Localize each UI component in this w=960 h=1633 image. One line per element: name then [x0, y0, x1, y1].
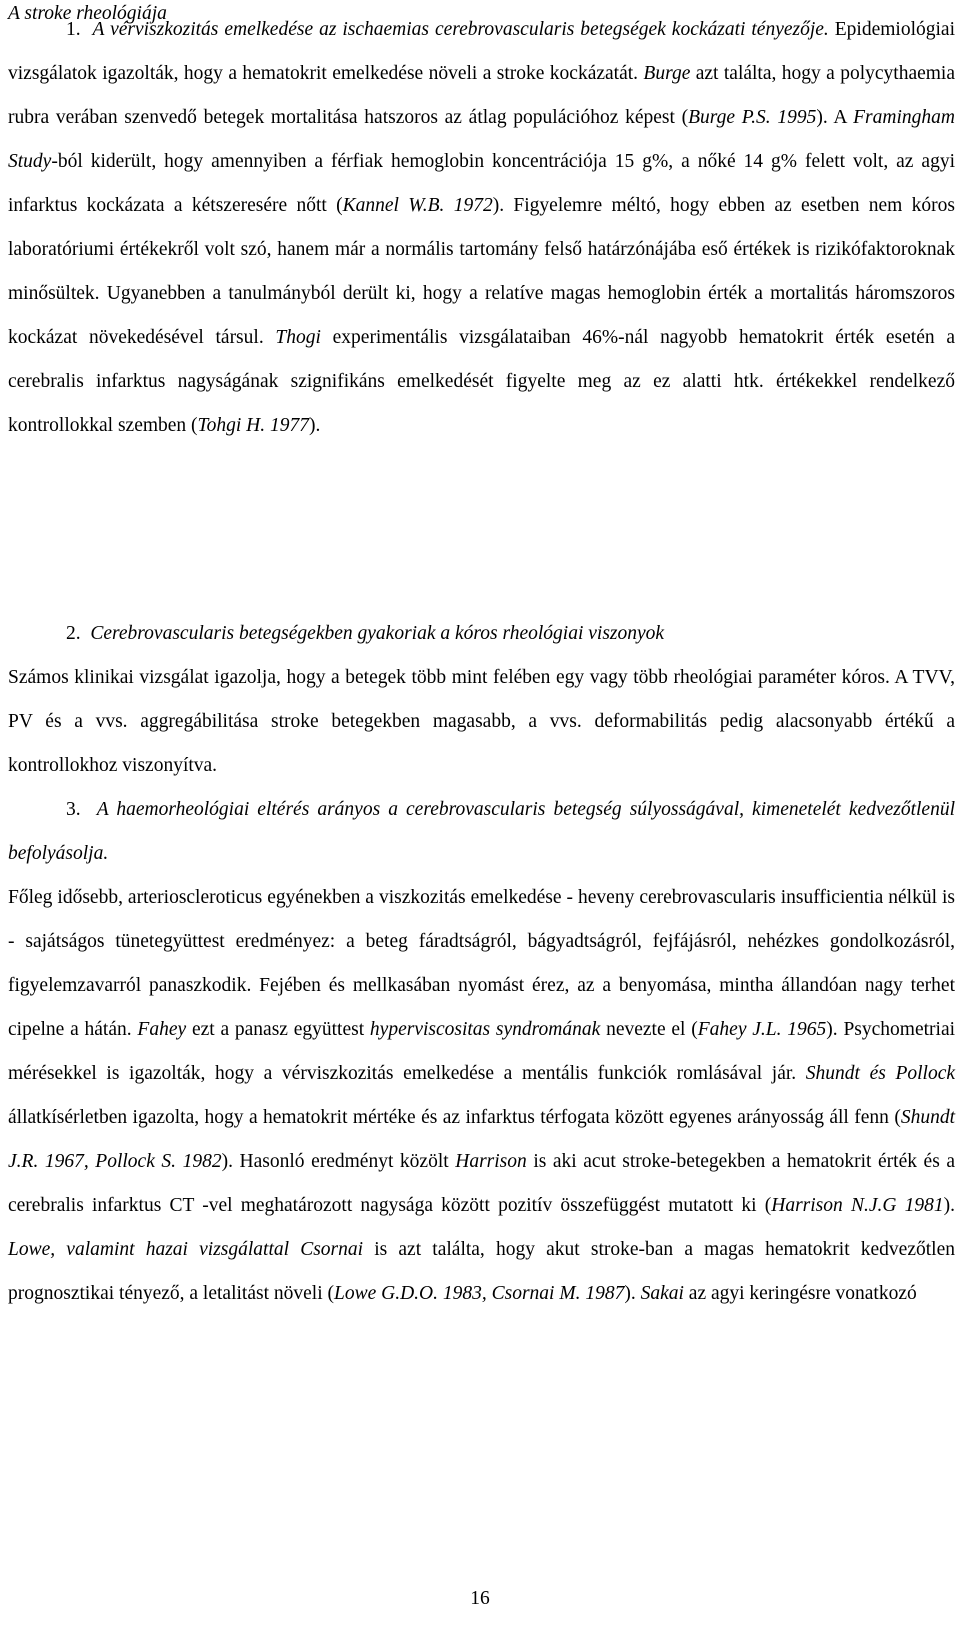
- body-text: is aki acut stroke-betegekben a hematokrit érték és a cerebralis infarktus CT -vel meghatározott nagysága között pozitív összefüggést mutatott ki (: [8, 1151, 956, 1216]
- section-heading: A stroke rheológiája: [8, 3, 167, 24]
- body-text: nevezte el (: [600, 1019, 698, 1040]
- body-text: -ból kiderült, hogy amennyiben a férfiak hemoglobin koncentrációja 15 g%, a nőké 14 g% felett volt, az agyi infarktus kockázata a kétszeresére nőtt (: [8, 151, 955, 216]
- body-text: állatkísérletben igazolta, hogy a hematokrit mértéke és az infarktus térfogata között egyenes arányosság áll fenn (: [8, 1107, 901, 1128]
- body-text: experimentális vizsgálataiban 46%-nál nagyobb hematokrit érték esetén a cerebralis infarktus nagyságának szignifikáns emelkedését figyelte meg az ez alatti htk. értékekkel rendelkező kontrollokkal szemben (: [8, 327, 955, 436]
- body-text: ).: [943, 1195, 955, 1216]
- body-text: ). A: [816, 107, 854, 128]
- body-text: az agyi keringésre vonatkozó: [683, 1283, 917, 1304]
- item-number: 1.: [66, 19, 81, 40]
- body-paragraph: Számos klinikai vizsgálat igazolja, hogy a betegek több mint felében egy vagy több rheológiai paraméter kóros. A TVV, PV és a vvs. aggregábilitása stroke betegekben magasabb, a vvs. deformabilitás pedig alacsonyabb értékű a kontrollokhoz viszonyítva.: [8, 667, 955, 776]
- section-2: [8, 612, 955, 788]
- term: hyperviscositas syndromának: [369, 1019, 601, 1040]
- citation: Burge P.S. 1995: [688, 107, 817, 128]
- body-text: ).: [624, 1283, 641, 1304]
- citation: Tohgi H. 1977: [197, 415, 309, 436]
- body-text: is azt találta, hogy akut stroke-ban a magas hematokrit kedvezőtlen prognosztikai tényező, a letalitást növeli (: [8, 1239, 955, 1304]
- body-text: ).: [308, 415, 321, 436]
- section-1: [8, 8, 955, 448]
- citation: Lowe G.D.O. 1983, Csornai M. 1987: [333, 1283, 625, 1304]
- citation-author: Sakai: [640, 1283, 684, 1304]
- citation: Kannel W.B. 1972: [342, 195, 493, 216]
- item-number: 2.: [66, 623, 81, 644]
- citation: Harrison N.J.G 1981: [771, 1195, 944, 1216]
- body-text: ). Hasonló eredményt közölt: [221, 1151, 456, 1172]
- citation: Fahey J.L. 1965: [697, 1019, 827, 1040]
- citation-author: Lowe, valamint hazai vizsgálattal Csornai: [8, 1239, 364, 1260]
- item-number: 3.: [66, 799, 81, 820]
- citation-author: Thogi: [275, 327, 321, 348]
- body-text: ). Psychometriai mérésekkel is igazolták, hogy a vérviszkozitás emelkedése a mentális funkciók romlásával jár.: [8, 1019, 956, 1084]
- item-title: Cerebrovascularis betegségekben gyakoriak a kóros rheológiai viszonyok: [90, 623, 665, 644]
- body-text: Epidemiológiai vizsgálatok igazolták, hogy a hematokrit emelkedése növeli a stroke kockázatát.: [8, 19, 955, 84]
- body-text: azt találta, hogy a polycythaemia rubra verában szenvedő betegek mortalitása hatszoros az átlag populációhoz képest (: [8, 63, 955, 128]
- page-number: 16: [470, 1588, 490, 1609]
- item-title: A vérviszkozitás emelkedése az ischaemias cerebrovascularis betegségek kockázati tényezője.: [92, 19, 829, 40]
- citation-author: Shundt és Pollock: [805, 1063, 956, 1084]
- body-text: ). Figyelemre méltó, hogy ebben az esetben nem kóros laboratóriumi értékekről volt szó, hanem már a normális tartomány felső határzónájába eső értékek is rizikófaktoroknak minősültek. Ugyanebben a tanulmányból derült ki, hogy a relatíve magas hemoglobin érték a mortalitás háromszoros kockázat növekedésével társul.: [8, 195, 955, 348]
- item-title: A haemorheológiai eltérés arányos a cerebrovascularis betegség súlyosságával, kimenetelét kedvezőtlenül befolyásolja.: [8, 799, 956, 864]
- citation-author: Harrison: [455, 1151, 527, 1172]
- body-text: ezt a panasz együttest: [186, 1019, 370, 1040]
- citation: Shundt J.R. 1967, Pollock S. 1982: [8, 1107, 955, 1172]
- section-3: [8, 788, 955, 1316]
- study-name: Framingham Study: [8, 107, 955, 172]
- citation-author: Fahey: [137, 1019, 187, 1040]
- citation-author: Burge: [643, 63, 691, 84]
- body-text: Főleg idősebb, arterioscleroticus egyénekben a viszkozitás emelkedése - heveny cerebrovascularis insufficientia nélkül is - sajátságos tünetegyüttest eredményez: a beteg fáradtságról, bágyadtságról, fejfájásról, nehézkes gondolkozásról, figyelemzavarról panaszkodik. Fejében és mellkasában nyomást érez, az a benyomása, mintha állandóan nagy terhet cipelne a hátán.: [8, 887, 955, 1040]
